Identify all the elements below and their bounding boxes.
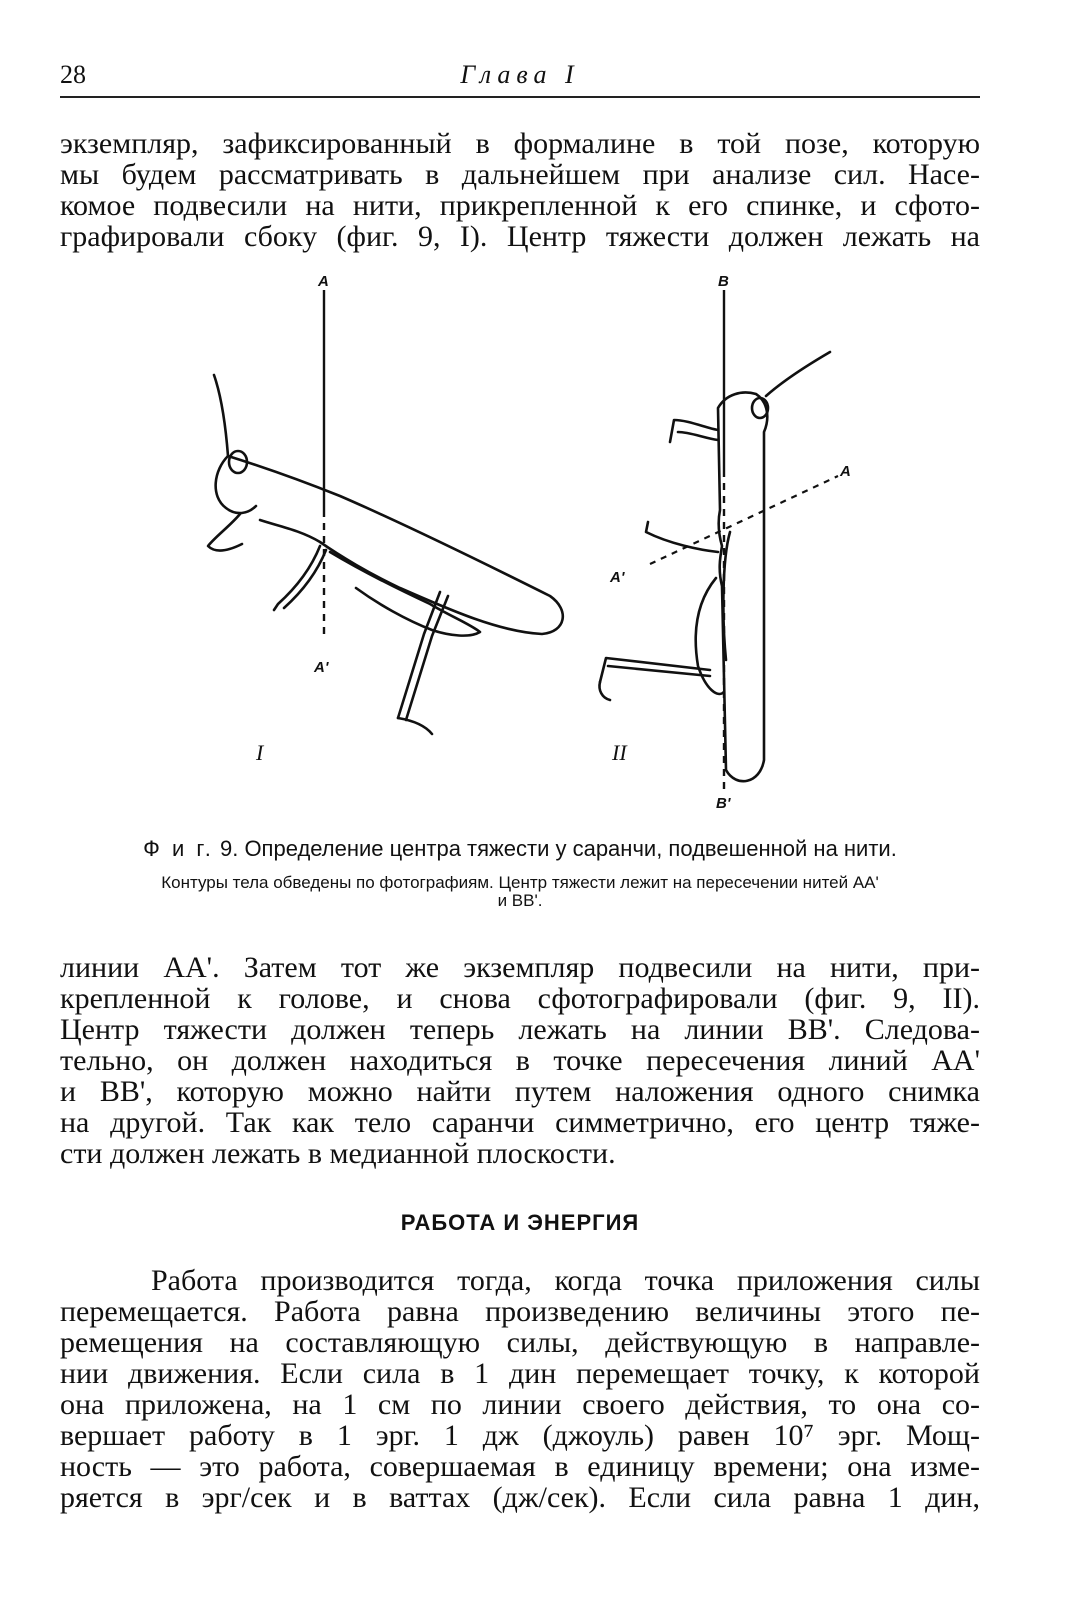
text-line: мы будем рассматривать в дальнейшем при анализе сил. Насе- [60,158,980,191]
text-line: графировали сбоку (фиг. 9, I). Центр тяжести должен лежать на [60,220,980,253]
body-wing-outline [228,456,563,634]
caption-line: и BB'. [497,891,543,910]
hind-leg-outline [398,592,440,718]
section-heading: РАБОТА И ЭНЕРГИЯ [400,1210,640,1235]
middle-leg-outline [274,546,320,610]
front-leg-outline [208,514,242,550]
panel-label-I: I [256,740,264,765]
cross-line-AA [650,476,838,564]
text-line: Работа производится тогда, когда точка приложения силы [60,1264,980,1297]
text-line: ремещения на составляющую силы, действующую в направле- [60,1326,980,1359]
caption-fig-word: Ф и г. [143,836,214,861]
paragraph-intro [60,128,980,252]
figure-caption-title [60,836,980,862]
text-line: тельно, он должен находиться в точке пересечения линий AA' [60,1044,980,1077]
panel-label-II: II [612,740,627,765]
text-line: нии движения. Если сила в 1 дин перемещает точку, к которой [60,1357,980,1390]
page-header [60,52,980,98]
text-line: ность — это работа, совершаемая в единицу времени; она изме- [60,1450,980,1483]
body-outline [718,393,767,782]
text-line: на другой. Так как тело саранчи симметрично, его центр тяже- [60,1106,980,1139]
label-A-top: A [318,273,329,290]
caption-line: Контуры тела обведены по фотографиям. Центр тяжести лежит на пересечении нитей AA' [161,873,879,892]
caption-title-text: 9. Определение центра тяжести у саранчи, подвешенной на нити. [219,836,897,861]
antenna-outline [766,352,830,396]
locust-figure-svg [170,270,890,810]
page-number: 28 [60,60,86,89]
text-line: комое подвесили на нити, прикрепленной к его спинке, и сфото- [60,189,980,222]
paragraph-work-energy [60,1265,980,1513]
text-line: крепленной к голове, и снова сфотографировали (фиг. 9, II). [60,982,980,1015]
label-B-top: B [718,273,729,290]
text-line: экземпляр, зафиксированный в формалине в той позе, которую [60,127,980,160]
figure-9 [170,270,890,810]
text-line: сти должен лежать в медианной плоскости. [60,1137,616,1170]
label-A-cross: A [840,463,851,480]
label-B-prime-bottom: B' [716,795,731,810]
head-outline [216,456,256,513]
text-line: ряется в эрг/сек и в ваттах (дж/сек). Если сила равна 1 дин, [60,1481,980,1514]
text-line: она приложена, на 1 см по линии своего действия, то она со- [60,1388,980,1421]
antenna-outline [214,375,228,456]
abdomen-outline [330,552,480,636]
running-title: Глава I [460,60,580,89]
figure-caption-body [60,874,980,910]
text-line: Центр тяжести должен теперь лежать на линии BB'. Следова- [60,1013,980,1046]
locust-panel-II [599,352,830,781]
text-line: вершает работу в 1 эрг. 1 дж (джоуль) равен 10⁷ эрг. Мощ- [60,1419,980,1452]
text-line: и BB', которую можно найти путем наложения одного снимка [60,1075,980,1108]
label-A-prime-bottom: A' [314,659,329,676]
text-line: перемещается. Работа равна произведению величины этого пе- [60,1295,980,1328]
text-line: линии AA'. Затем тот же экземпляр подвесили на нити, при- [60,951,980,984]
paragraph-continuation [60,952,980,1169]
label-A-prime-cross: A' [610,569,625,586]
locust-panel-I [208,375,563,734]
